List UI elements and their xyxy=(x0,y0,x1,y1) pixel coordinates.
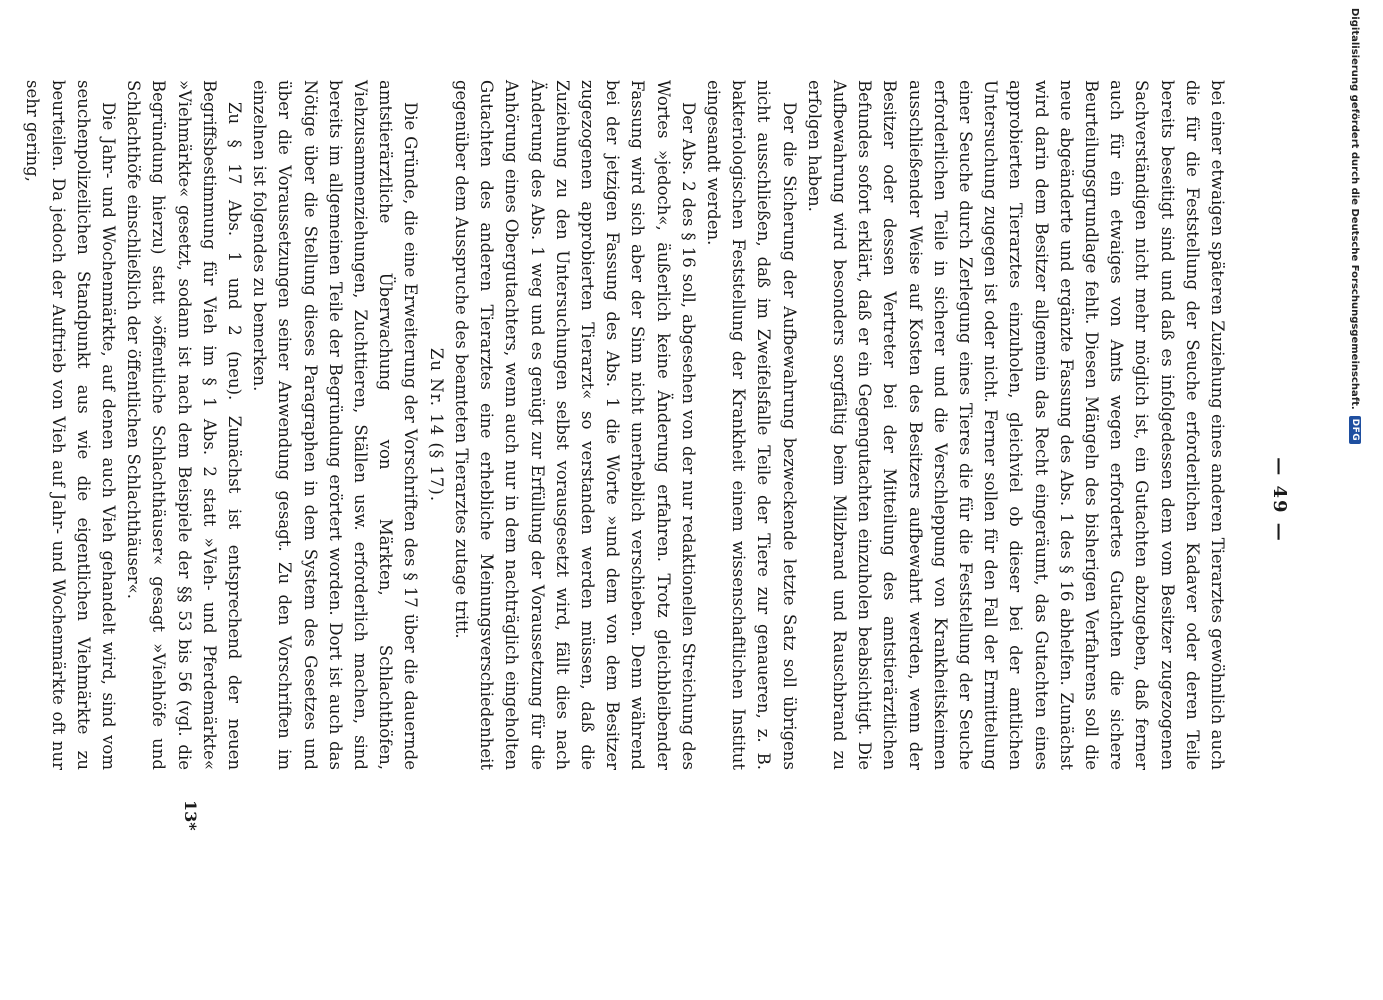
signature-mark: 13* xyxy=(181,800,200,831)
dfg-logo: DFG xyxy=(1349,416,1361,445)
credit-text: Digitalisierung gefördert durch die Deutsche Forschungsgemeinschaft. xyxy=(1349,8,1361,410)
section-heading: Zu Nr. 14 (§ 17). xyxy=(426,347,446,503)
body-text xyxy=(20,80,1230,770)
paragraph: Der Abs. 2 des § 16 soll, abgesehen von der nur redaktionellen Streichung des Wortes »jedoch«, äußerlich keine Änderung erfahren. Trotz gleichbleibender Fassung wird sich aber der Sinn nicht unerheblich verschieben. Denn während bei der jetzigen Fassung des Abs. 1 die Worte »und dem von dem Besitzer zugezogenen approbierten Tierarzt« so verstanden werden müssen, daß die Zuziehung zu den Untersuchungen selbst vorausgesetzt wird, fällt dies nach Änderung des Abs. 1 weg und es genügt zur Erfüllung der Voraussetzung für die Anhörung eines Obergutachters, wenn auch nur in dem nachträglich eingeholten Gutachten des anderen Tierarztes eine erhebliche Meinungsverschiedenheit gegenüber dem Ausspruche des beamteten Tierarztes zutage tritt. xyxy=(451,80,698,770)
digitization-credit xyxy=(1347,8,1363,988)
page-number: — 49 — xyxy=(1269,457,1290,543)
paragraph: Zu § 17 Abs. 1 und 2 (neu). Zunächst ist entsprechend der neuen Begriffsbestimmung für Vieh im § 1 Abs. 2 statt »Vieh- und Pferdemärkte« »Viehmärkte« gesetzt, sodann ist nach dem Beispiele der §§ 53 bis 56 (vgl. die Begründung hierzu) statt »öffentliche Schlachthäuser« gesagt »Viehhöfe und Schlachthöfe einschließlich der öffentlichen Schlachthäuser«. xyxy=(124,80,245,770)
document-page xyxy=(23,20,1290,980)
paragraph: Der die Sicherung der Aufbewahrung bezweckende letzte Satz soll übrigens nicht ausschließen, daß im Zweifelsfalle Teile der Tiere zur genaueren, z. B. bakteriologischen Feststellung der Krankheit einem wissenschaftlichen Institut eingesandt werden. xyxy=(703,80,799,770)
paragraph: bei einer etwaigen späteren Zuziehung eines anderen Tierarztes gewöhnlich auch die für die Feststellung der Seuche erforderlichen Kadaver oder deren Teile bereits beseitigt sind und daß es infolgedessen dem vom Besitzer zugezogenen Sachverständigen nicht mehr möglich ist, ein Gutachten abzugeben, daß ferner auch für ein etwaiges von Amts wegen erfordertes Gutachten die sichere Beurteilungsgrundlage fehlt. Diesen Mängeln des bisherigen Verfahrens soll die neue abgeänderte und ergänzte Fassung des Abs. 1 des § 16 abhelfen. Zunächst wird darin dem Besitzer allgemein das Recht eingeräumt, das Gutachten eines approbierten Tierarztes einzuholen, gleichviel ob dieser bei der amtlichen Untersuchung zugegen ist oder nicht. Ferner sollen für den Fall der Ermittelung einer Seuche durch Zerlegung eines Tieres die für die Feststellung der Seuche erforderlichen Teile in sicherer und die Verschleppung von Krankheitskeimen ausschließender Weise auf Kosten des Besitzers aufbewahrt werden, wenn der Besitzer oder dessen Vertreter bei der Mitteilung des amtstierärztlichen Befundes sofort erklärt, daß er ein Gegengutachten einzuholen beabsichtigt. Die Aufbewahrung wird besonders sorgfältig beim Milzbrand und Rauschbrand zu erfolgen haben. xyxy=(804,80,1227,770)
paragraph: Die Jahr- und Wochenmärkte, auf denen auch Vieh gehandelt wird, sind vom seuchenpolizeilichen Standpunkt aus wie die eigentlichen Viehmärkte zu beurteilen. Da jedoch der Auftrieb von Vieh auf Jahr- und Wochenmärkte oft nur sehr gering, xyxy=(23,80,119,770)
paragraph: Die Gründe, die eine Erweiterung der Vorschriften des § 17 über die dauernde amtstierärztliche Überwachung von Märkten, Schlachthöfen, Viehzusammenziehungen, Zuchttieren, Ställen usw. erforderlich machen, sind bereits im allgemeinen Teile der Begründung erörtert worden. Dort ist auch das Nötige über die Stellung dieses Paragraphen in dem System des Gesetzes und über die Voraussetzungen seiner Anwendung gesagt. Zu den Vorschriften im einzelnen ist folgendes zu bemerken. xyxy=(250,80,421,770)
